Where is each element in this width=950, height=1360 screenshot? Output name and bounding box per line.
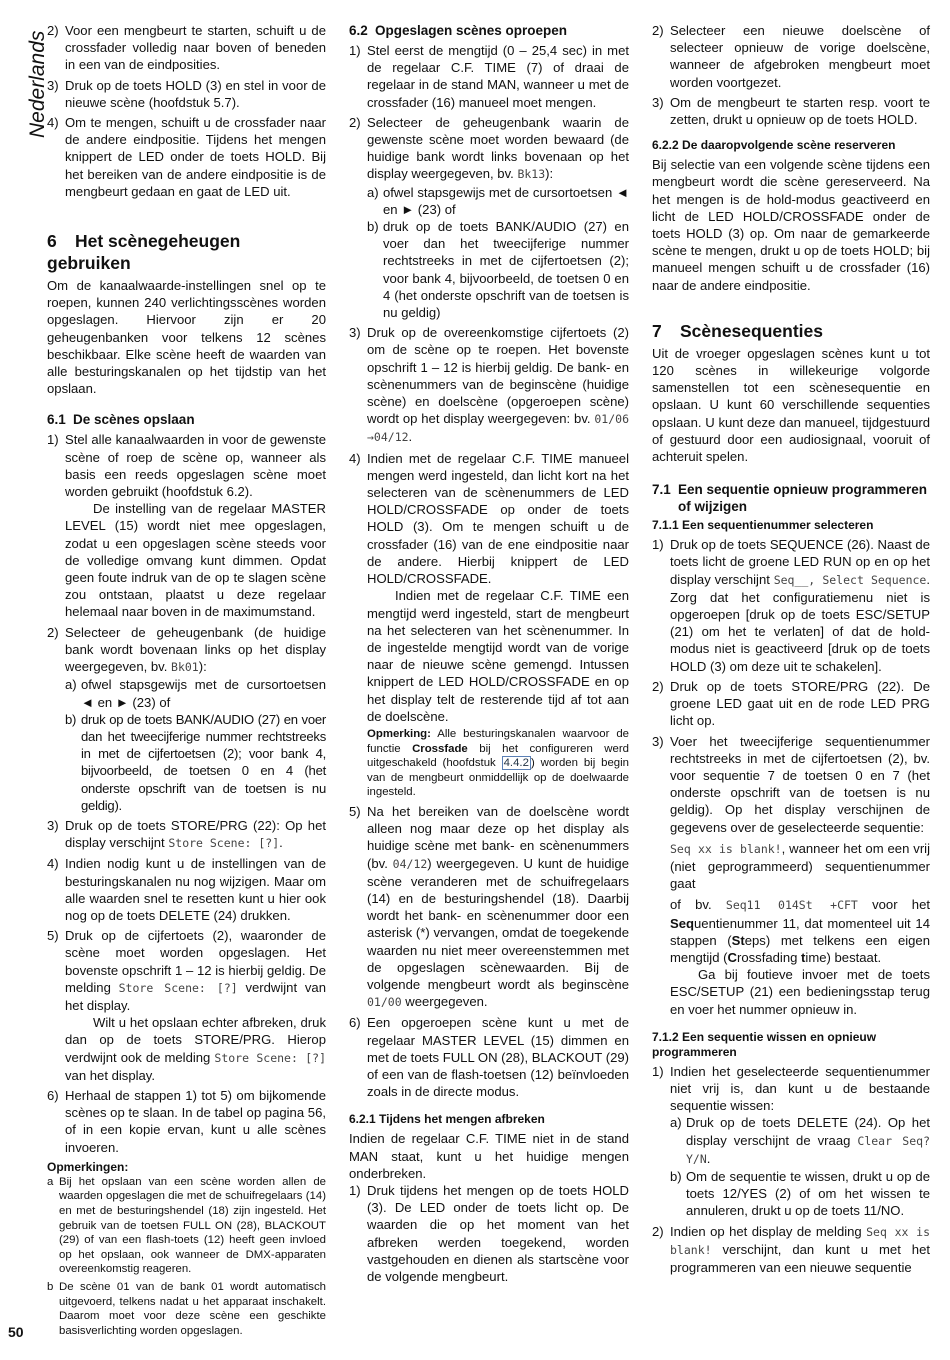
list-item bbox=[47, 624, 326, 814]
continuation-text: Wilt u het opslaan echter afbreken, druk dan op de toets STORE/PRG. Hierop verdwijnt ook de melding bbox=[65, 1015, 326, 1065]
item-text: Druk op de overeenkomstige cijfertoets (2) om de scène op te roepen. Het bovenste opschrift 1 – 12 is hierbij geldig. De bank- en scènenummers van de beginscène (huidige scène) en doelscène (opgeroepen scène) wordt op het display weergegeven: bv. bbox=[367, 325, 629, 427]
display-code: Store Scene: [?] bbox=[118, 980, 238, 995]
list-item bbox=[47, 1087, 326, 1156]
language-label-text: Nederlands bbox=[26, 30, 49, 138]
item-text: Selecteer de geheugenbank waarin de gewenste scène moet worden bewaard (de huidige bank wordt links bovenaan op het display weergegeven, bv. bbox=[367, 114, 629, 182]
item-number: 2) bbox=[652, 1223, 664, 1239]
heading-7-1-2: 7.1.2 Een sequentie wissen en opnieuw programmeren bbox=[652, 1029, 877, 1059]
sub-item bbox=[670, 1168, 930, 1220]
sub-item-text: Druk op de toets DELETE (24). Op het display verschijnt de vraag bbox=[686, 1115, 930, 1148]
sub-item-text: ofwel stapsgewijs met de cursortoetsen ◄ en ► (23) of bbox=[383, 184, 629, 217]
item-text: Stel eerst de mengtijd (0 – 25,4 sec) in met de regelaar C.F. TIME (7) of draai de regelaar in de stand MAN, wanneer u met de crossfader (16) manueel moet mengen. bbox=[367, 43, 629, 110]
sub-item bbox=[670, 1114, 930, 1168]
item-text: Druk op de cijfertoets (2), waaronder de scène moet worden opgeslagen. Het bovenste opschrift 1 – 12 is hierbij geldig. De melding bbox=[65, 928, 326, 995]
note-text: De scène 01 van de bank 01 wordt automatisch uitgevoerd, telkens nadat u het apparaat inschakelt. Daarom moet voor deze scène een geschikte basisverlichting worden opgeslagen. bbox=[59, 1280, 326, 1337]
list-item bbox=[47, 22, 326, 74]
display-code: Bk13 bbox=[517, 167, 546, 182]
list-item bbox=[349, 114, 629, 321]
item-text: Selecteer een nieuwe doelscène of selecteer opnieuw de vorige doelscène, wanneer de afgebroken mengbeurt moet worden voortgezet. bbox=[670, 23, 930, 90]
item-number: 1) bbox=[652, 537, 664, 553]
item-number: 2) bbox=[652, 678, 664, 694]
item-number: 2) bbox=[47, 624, 59, 640]
heading-7-1-1: 7.1.1 Een sequentienummer selecteren bbox=[652, 518, 874, 533]
list-item bbox=[652, 1223, 930, 1277]
paragraph: Indien de regelaar C.F. TIME niet in de stand MAN staat, kunt u het huidige mengen onderbreken. bbox=[349, 1131, 629, 1181]
list-item bbox=[349, 450, 629, 800]
item-text-end: . Zorg dat het configuratiemenu niet is opgeroepen [druk op de toets ESC/SETUP (21) om het te verlaten] of dat de hold-modus niet is geactiveerd [druk op de toets HOLD (3) om deze uit te schakelen]. bbox=[670, 571, 930, 674]
list-item bbox=[47, 77, 326, 111]
chapter-link[interactable]: 4.4.2 bbox=[503, 757, 529, 770]
item-text: Een opgeroepen scène kunt u met de regelaar MASTER LEVEL (15) dimmen en met de toets FULL ON (28), BLACKOUT (29) of een van de flash-toetsen (12) beïnvloeden zoals in de directe modus. bbox=[367, 1015, 629, 1100]
language-side-label bbox=[4, 18, 49, 138]
display-code: 04/12 bbox=[392, 856, 428, 871]
list-item bbox=[652, 22, 930, 91]
display-code: Bk01 bbox=[171, 660, 199, 675]
item-text: Om te mengen, schuift u de crossfader naar de andere eindpositie. Tijdens het mengen knippert de LED onder de toets HOLD. Bij het bereiken van de andere eindpositie is de mengbeurt gedaan en gaat de LED uit. bbox=[65, 115, 326, 199]
item-text: Druk op de toets STORE/PRG (22): Op het display verschijnt bbox=[65, 817, 326, 851]
item-continuation: De instelling van de regelaar MASTER LEVEL (15) wordt niet mee opgeslagen, zodat u een opgeslagen scène steeds voor de volledige omvang kunt dimmen. Opdat geen foute indruk van de op te slagen scène zou ontstaan, plaatst u deze regelaar helemaal naar boven in de maximumstand. bbox=[65, 501, 326, 620]
note-bold-term: Crossfade bbox=[412, 742, 468, 755]
heading-6-2-1: 6.2.1 Tijdens het mengen afbreken bbox=[349, 1112, 545, 1127]
heading-title: Het scènegeheugen gebruiken bbox=[47, 231, 241, 274]
item-text: Indien op het display de melding bbox=[670, 1223, 867, 1239]
item-number: 4) bbox=[47, 856, 59, 872]
sub-item bbox=[367, 184, 629, 218]
item-text: Stel alle kanaalwaarden in voor de gewenste scène of roep de scène op, wanneer als basis een reeds opgeslagen scène moet worden gebruikt (hoofdstuk 6.2). bbox=[65, 432, 326, 500]
display-code: Seq11 014St +CFT bbox=[725, 898, 858, 913]
sub-item-text: Om de sequentie te wissen, drukt u op de toets 12/YES (2) of om het wissen te annuleren, drukt u op de toets 11/NO. bbox=[686, 1168, 930, 1219]
item-text: Indien met de regelaar C.F. TIME manueel mengen werd ingesteld, dan licht kort na het selecteren van de scènenummers de LED HOLD/CROSSFADE op onder de toets HOLD (3). Om te mengen schuift u de crossfader (16) van de ene eindpositie naar de andere. Hierbij knippert de LED HOLD/CROSSFADE. bbox=[367, 450, 629, 587]
display-code: 01/06 →04/12 bbox=[367, 412, 629, 445]
display-code: Seq xx is blank! bbox=[670, 841, 782, 856]
display-code: Store Scene: [?] bbox=[214, 1050, 327, 1065]
item-continuation: Ga bij foutieve invoer met de toets ESC/SETUP (21) een bedieningsstap terug en voer het nummer opnieuw in. bbox=[670, 967, 930, 1017]
heading-title: De scènes opslaan bbox=[73, 412, 195, 428]
item-text: Selecteer de geheugenbank (de huidige bank wordt bovenaan links op het display weergegeven, bv. bbox=[65, 624, 326, 675]
item-number: 3) bbox=[652, 733, 664, 749]
note-paragraph bbox=[367, 727, 629, 800]
item-number: 3) bbox=[47, 817, 59, 833]
item-text: Druk tijdens het mengen op de toets HOLD (3). De LED onder de toets licht op. De waarden die op het moment van het afbreken werden toegekend, worden vastgehouden en dienen als startscène voor de volgende mengbeurt. bbox=[367, 1182, 629, 1284]
message-text: , wanneer het om een vrij (niet geprogrammeerd) sequentienummer gaat bbox=[670, 840, 930, 892]
display-code: Seq__, Select Sequence bbox=[773, 572, 927, 587]
heading-title: Opgeslagen scènes oproepen bbox=[375, 23, 568, 38]
sub-item-letter: a) bbox=[670, 1115, 682, 1131]
note-letter: b bbox=[47, 1280, 54, 1293]
list-item bbox=[652, 1063, 930, 1220]
item-number: 3) bbox=[47, 77, 59, 93]
list-item bbox=[349, 1014, 629, 1100]
item-text: Voer het tweecijferige sequentienummer rechtstreeks in met de cijfertoetsen (2), bv. voor sequentie 7 de toetsen 0 en 7 (het onderste opschrift van de toetsen is nu geldig). Op het display verschijnen de gegevens over de geselecteerde sequentie: bbox=[670, 733, 930, 835]
sub-item bbox=[367, 218, 629, 321]
item-number: 4) bbox=[47, 115, 59, 131]
item-number: 1) bbox=[349, 1182, 361, 1198]
item-text: Indien het geselecteerde sequentienummer niet vrij is, dan kunt u de bestaande sequentie wissen: bbox=[670, 1063, 930, 1114]
heading-number: 7.1 bbox=[652, 482, 671, 498]
bold-fragment: Seq bbox=[670, 915, 695, 931]
item-text-end: verschijnt, dan kunt u met het programmeren van een nieuwe sequentie bbox=[670, 1241, 930, 1275]
paragraph: Om de kanaalwaarde-instellingen snel op te roepen, kunnen 240 verlichtingsscènes worden opgeslagen. Hiervoor zijn er 20 geheugenbanken voor telkens 12 scènes beschikbaar. Elke scène heeft de waarden van alle besturingskanalen op het tijdstip van het opslaan. bbox=[47, 278, 326, 397]
item-number: 3) bbox=[652, 94, 664, 110]
item-text-end: ): bbox=[198, 659, 207, 675]
item-text: Indien nodig kunt u de instellingen van de besturingskanalen nu nog wijzigen. Maar om alle waarden snel te resetten kunt u hier ook nog op de toets DELETE (24) drukken. bbox=[65, 856, 326, 923]
note-item bbox=[47, 1280, 326, 1338]
message-text: rossfading bbox=[736, 949, 802, 965]
item-number: 3) bbox=[349, 325, 361, 341]
heading-6-1 bbox=[47, 411, 326, 428]
note-text: bij het configureren werd uitgeschakeld (hoofdstuk bbox=[367, 742, 629, 770]
item-number: 2) bbox=[47, 23, 59, 38]
message-text: of bv. bbox=[670, 897, 726, 913]
message-text: voor het bbox=[857, 897, 930, 913]
sub-item bbox=[65, 711, 326, 814]
list-item bbox=[349, 324, 629, 446]
item-text: Om de mengbeurt te starten resp. voort te zetten, drukt u opnieuw op de toets HOLD. bbox=[670, 94, 930, 128]
heading-6-2-2: 6.2.2 De daaropvolgende scène reserveren bbox=[652, 138, 896, 153]
item-text-end: ): bbox=[545, 166, 554, 182]
list-item bbox=[349, 1182, 629, 1285]
sub-item-letter: a) bbox=[367, 184, 379, 200]
item-text: Druk op de toets HOLD (3) en stel in voor de nieuwe scène (hoofdstuk 5.7). bbox=[65, 77, 326, 110]
sub-item bbox=[65, 676, 326, 710]
bold-fragment: t bbox=[801, 949, 806, 965]
paragraph: Bij selectie van een volgende scène tijdens een mengbeurt wordt die scène gereserveerd. Na het mengen is de hold-modus geactiveerd en licht de LED HOLD/CROSSFADE onder de toets HOLD (3) op. Om naar de gemarkeerde scène te mengen, drukt u op de toets HOLD; bij manueel mengen schuift u de crossfader (16) naar de andere eindpositie. bbox=[652, 157, 930, 293]
sub-item-letter: b) bbox=[670, 1168, 682, 1184]
sub-item-letter: a) bbox=[65, 677, 77, 693]
heading-number: 6.2 bbox=[349, 23, 368, 38]
list-item bbox=[652, 678, 930, 730]
item-number: 6) bbox=[47, 1087, 59, 1103]
item-number: 2) bbox=[652, 23, 664, 38]
list-item bbox=[652, 536, 930, 675]
item-text: Voor een mengbeurt te starten, schuift u de crossfader volledig naar boven of beneden in een van de eindposities. bbox=[65, 23, 326, 73]
item-number: 1) bbox=[349, 43, 361, 58]
item-number: 5) bbox=[349, 803, 361, 819]
sub-item-text-end: . bbox=[706, 1150, 711, 1166]
item-number: 2) bbox=[349, 114, 361, 130]
item-text-end: . bbox=[408, 429, 413, 445]
heading-number: 6.1 bbox=[47, 412, 66, 428]
list-item bbox=[47, 855, 326, 924]
heading-number: 7 bbox=[652, 320, 662, 341]
item-continuation: Indien met de regelaar C.F. TIME een mengtijd werd ingesteld, start de mengbeurt na het selecteren van het scènenummer. In de ingestelde mengtijd wordt van de vorige naar de nieuwe scène gemengd. Intussen knippert de LED HOLD/CROSSFADE en op het display telt de resterende tijd af tot aan de doelscène. bbox=[367, 588, 629, 724]
item-text: ) weergegeven. U kunt de huidige scène veranderen met de schuifregelaars (14) en de besturingshendel (18). Daarbij wordt het bank- en scènenummer door een asterisk (*) vervangen, omdat de toegekende waarden nu niet meer overeenstemmen met de opgeslagen scènewaarden. Bij de volgende mengbeurt wordt als beginscène bbox=[367, 855, 629, 992]
item-number: 6) bbox=[349, 1015, 361, 1031]
paragraph: Uit de vroeger opgeslagen scènes kunt u tot 120 scènes in willekeurige volgorde samenstellen tot een scènesequentie en opslaan. U kunt 60 verschillende sequenties opslaan. U kunt deze dan manueel, tijdgestuurd of gestuurd door een audiosignaal, vooruit of achteruit spelen. bbox=[652, 345, 930, 465]
list-item bbox=[47, 817, 326, 852]
note-letter: a bbox=[47, 1175, 54, 1188]
column-2 bbox=[349, 22, 629, 1288]
list-item bbox=[349, 803, 629, 1011]
sub-item-text: druk op de toets BANK/AUDIO (27) en voer dan het tweecijferige nummer rechtstreeks in met de cijfertoetsen (2); voor bank 4, bijvoorbeeld, de toetsen 0 en 4 (het onderste opschrift van de toetsen is nu geldig). bbox=[81, 711, 326, 813]
bold-fragment: C bbox=[727, 949, 737, 965]
item-text: Druk op de toets STORE/PRG (22). De groene LED gaat uit en de rode LED PRG licht op. bbox=[670, 678, 930, 729]
display-code: 01/00 bbox=[367, 995, 402, 1010]
item-text-end: verdwijnt van het display. bbox=[65, 979, 326, 1013]
note-label: Opmerking: bbox=[367, 727, 431, 740]
heading-6 bbox=[47, 230, 326, 274]
item-text: Na het bereiken van de doelscène wordt alleen nog maar deze op het display als huidige scène met bank- en scènenummers (bv. bbox=[367, 803, 629, 871]
note-text: Alle besturingskanalen waarvoor de functie bbox=[367, 727, 629, 755]
sub-item-letter: b) bbox=[65, 711, 77, 727]
message-text: eps) met telkens een eigen mengtijd ( bbox=[670, 932, 930, 965]
continuation-text-end: van het display. bbox=[65, 1067, 156, 1083]
column-1 bbox=[47, 22, 326, 1341]
heading-7-1 bbox=[652, 481, 930, 515]
sub-item-letter: b) bbox=[367, 219, 379, 235]
list-item bbox=[47, 927, 326, 1084]
item-number: 4) bbox=[349, 450, 361, 466]
item-number: 5) bbox=[47, 928, 59, 944]
heading-6-2 bbox=[349, 22, 629, 39]
list-item bbox=[47, 114, 326, 200]
heading-title: Scènesequenties bbox=[680, 320, 823, 341]
bold-fragment: St bbox=[731, 932, 745, 948]
item-number: 1) bbox=[47, 432, 59, 448]
message-text: uentienummer 11, dat momenteel uit 14 stappen ( bbox=[670, 915, 930, 948]
sub-item-text: ofwel stapsgewijs met de cursortoetsen ◄ en ► (23) of bbox=[81, 677, 326, 710]
heading-title: Een sequentie opnieuw programmeren of wijzigen bbox=[678, 482, 928, 515]
list-item bbox=[47, 431, 326, 620]
message-text: ime) bestaat. bbox=[805, 949, 882, 965]
sub-item-text: druk op de toets BANK/AUDIO (27) en voer dan het tweecijferige nummer rechtstreeks in met de cijfertoetsen (2); voor bank 4, bijvoorbeeld, de toetsen 0 en 4 (het onderste opschrift van de toetsen is nu geldig) bbox=[383, 219, 629, 321]
list-item bbox=[652, 733, 930, 1018]
page-number: 50 bbox=[8, 1324, 24, 1340]
heading-number: 6 bbox=[47, 231, 57, 252]
display-code: Clear Seq? Y/N bbox=[686, 1133, 930, 1166]
display-code: Seq xx is blank! bbox=[670, 1224, 930, 1257]
item-text-end: weergegeven. bbox=[401, 994, 488, 1010]
item-text-end: . bbox=[279, 835, 283, 851]
item-text: Herhaal de stappen 1) tot 5) om bijkomende scènes op te slaan. In de tabel op pagina 56, of in een kopie ervan, kunt u alle scènes invoeren. bbox=[65, 1087, 326, 1155]
display-code: Store Scene: [?] bbox=[168, 836, 280, 851]
notes-heading: Opmerkingen: bbox=[47, 1159, 129, 1174]
note-text: Bij het opslaan van een scène worden allen de waarden opgeslagen die met de schuifregelaars (14) en met de besturingshendel (18) zijn ingesteld. Het gebruik van de toetsen FULL ON (28), BLACKOUT (29) of van een flash-toets (12) heeft geen invloed op het opslaan, ook wanneer de DMX-apparaten overeenkomstig reageren. bbox=[59, 1175, 326, 1276]
item-number: 1) bbox=[652, 1063, 664, 1079]
note-text-end: ) worden bij begin van de mengbeurt onmiddellijk op de doelwaarde ingesteld. bbox=[367, 757, 629, 799]
note-item bbox=[47, 1175, 326, 1277]
display-message-1 bbox=[670, 840, 930, 893]
display-message-2 bbox=[670, 896, 930, 966]
item-text: Druk op de toets SEQUENCE (26). Naast de toets licht de groene LED RUN op en op het display verschijnt bbox=[670, 537, 930, 587]
item-continuation bbox=[65, 1014, 326, 1084]
list-item bbox=[652, 94, 930, 128]
column-3 bbox=[652, 22, 930, 1279]
list-item bbox=[349, 42, 629, 111]
heading-7 bbox=[652, 320, 930, 342]
